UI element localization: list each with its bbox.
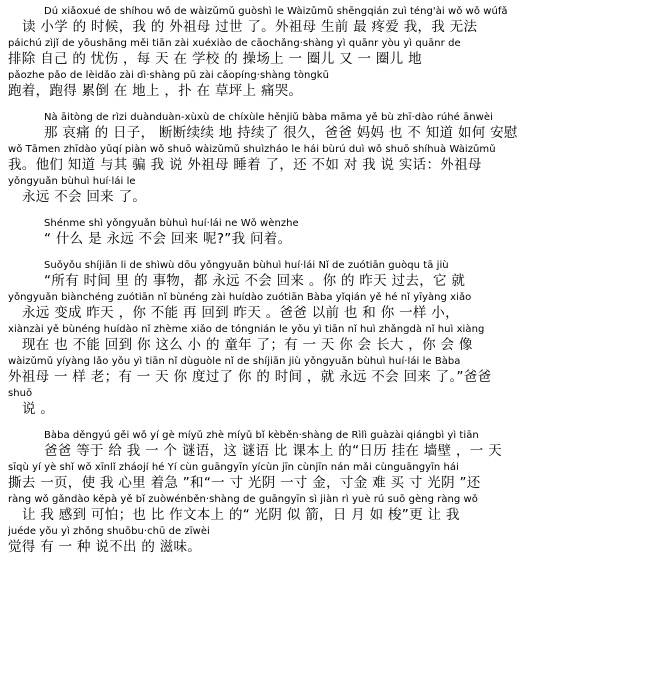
paragraph-4 [8, 260, 646, 420]
pinyin-line: Bàba děngyú gěi wǒ yí gè míyǔ zhè míyǔ bǐ kèběn·shàng de Rìlì guàzài qiángbì yì tiān [44, 430, 479, 441]
hanzi-line: 排除 自己 的 忧伤 ，每 天 在 学校 的 操场上 一 圈儿 又 一 圈儿 地 [8, 51, 422, 67]
hanzi-line: 读 小学 的 时候，我 的 外祖母 过世 了。外祖母 生前 最 疼爱 我，我 无法 [22, 19, 478, 35]
hanzi-line: “所有 时间 里 的 事物，都 永远 不会 回来 。你 的 昨天 过去，它 就 [44, 273, 466, 289]
pinyin-line: shuō [8, 388, 33, 399]
paragraph-1 [8, 6, 646, 102]
pinyin-line: wàizǔmǔ yíyàng lǎo yǒu yì tiān nǐ dùguòle nǐ de shíjiān jiù yǒngyuǎn bùhuì huí·lái le Bàba [8, 356, 461, 367]
hanzi-line: 让 我 感到 可怕；也 比 作文本上 的“ 光阴 似 箭，日 月 如 梭”更 让 我 [22, 507, 460, 523]
pinyin-line: juéde yǒu yì zhǒng shuōbu·chū de zīwèi [8, 526, 210, 537]
hanzi-line: 爸爸 等于 给 我 一 个 谜语，这 谜语 比 课本上 的“日历 挂在 墙壁 ，一 天 [44, 443, 502, 459]
pinyin-line: Dú xiǎoxué de shíhou wǒ de wàizǔmǔ guòshì le Wàizǔmǔ shēngqián zuì téng'ài wǒ wǒ wúfǎ [44, 6, 508, 17]
paragraph-3 [8, 218, 646, 250]
pinyin-line: Suǒyǒu shíjiān li de shìwù dōu yǒngyuǎn bùhuì huí·lái Nǐ de zuótiān guòqu tā jiù [44, 260, 449, 271]
pinyin-line: Shénme shì yǒngyuǎn bùhuì huí·lái ne Wǒ wènzhe [44, 218, 299, 229]
hanzi-line: 跑着，跑得 累倒 在 地上 ，扑 在 草坪上 痛哭。 [8, 83, 303, 99]
hanzi-line: 那 哀痛 的 日子， 断断续续 地 持续了 很久，爸爸 妈妈 也 不 知道 如何 安慰 [44, 125, 518, 141]
paragraph-5 [8, 430, 646, 558]
hanzi-line: 我。他们 知道 与其 骗 我 说 外祖母 睡着 了，还 不如 对 我 说 实话：外祖母 [8, 157, 482, 173]
hanzi-line: 说 。 [22, 401, 55, 417]
pinyin-line: Nà āitòng de rìzi duànduàn-xùxù de chíxùle hěnjiǔ bàba māma yě bù zhī·dào rúhé ānwèi [44, 112, 493, 123]
hanzi-line: 永远 变成 昨天 ，你 不能 再 回到 昨天 。爸爸 以前 也 和 你 一样 小， [22, 305, 459, 321]
hanzi-line: 觉得 有 一 种 说不出 的 滋味。 [8, 539, 202, 555]
pinyin-line: sīqù yí yè shǐ wǒ xīnlǐ zháojí hé Yí cùn guāngyīn yícùn jīn cùnjīn nán mǎi cùnguāngyīn hái [8, 462, 459, 473]
hanzi-line: “ 什么 是 永远 不会 回来 呢?”我 问着。 [44, 231, 292, 247]
hanzi-line: 外祖母 一 样 老；有 一 天 你 度过了 你 的 时间 ，就 永远 不会 回来 了。”爸爸 [8, 369, 492, 385]
hanzi-line: 永远 不会 回来 了。 [22, 189, 147, 205]
pinyin-line: páichú zìjǐ de yōushāng měi tiān zài xuéxiào de cāochǎng·shàng yì quānr yòu yì quānr de [8, 38, 461, 49]
pinyin-line: pǎozhe pǎo de lèidǎo zài dì·shàng pū zài cǎopíng·shàng tòngkū [8, 70, 329, 81]
paragraph-2 [8, 112, 646, 208]
pinyin-line: yǒngyuǎn biànchéng zuótiān nǐ bùnéng zài huídào zuótiān Bàba yǐqián yě hé nǐ yīyàng xiǎo [8, 292, 472, 303]
hanzi-line: 现在 也 不能 回到 你 这么 小 的 童年 了；有 一 天 你 会 长大 ，你 会 像 [22, 337, 473, 353]
pinyin-line: xiànzài yě bùnéng huídào nǐ zhème xiǎo de tóngnián le yǒu yì tiān nǐ huì zhǎngdà nǐ huì xiàng [8, 324, 485, 335]
pinyin-line: wǒ Tāmen zhīdào yǔqí piàn wǒ shuō wàizǔmǔ shuìzháo le hái bùrú duì wǒ shuō shíhuà Wàizǔmǔ [8, 144, 496, 155]
hanzi-line: 撕去 一页，使 我 心里 着急 ”和“一 寸 光阴 一寸 金，寸金 难 买 寸 光阴 ”还 [8, 475, 481, 491]
pinyin-line: ràng wǒ gǎndào kěpà yě bǐ zuòwénběn·shàng de guāngyīn sì jiàn rì yuè rú suō gèng ràng wǒ [8, 494, 478, 505]
pinyin-line: yǒngyuǎn bùhuì huí·lái le [8, 176, 136, 187]
